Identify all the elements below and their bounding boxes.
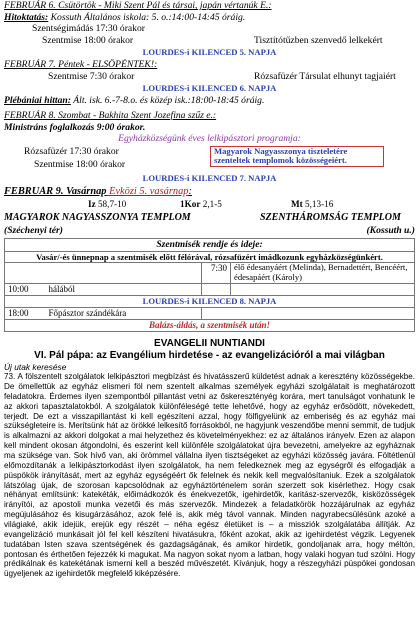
feb6-hitoktatas: Hitoktatás: Kossuth Általános iskola: 5. o.:14:00-14:45 óráig. <box>4 11 246 23</box>
rend-header: Szentmisék rendje és ideje: <box>5 239 415 252</box>
feb9-schedule-table <box>4 238 415 331</box>
table-row: LOURDES-i KILENCED 8. NAPJA <box>5 296 415 307</box>
feb8-intent-box: Magyarok Nagyasszonya tiszteletére szenteltek templomok közösségeiért. <box>210 146 384 167</box>
feb7-hittan: Plébániai hittan: Ált. isk. 6.-7-8.o. és közép isk.:18:00-18:45 óráig. <box>4 95 265 107</box>
article-section: Új utak keresése <box>4 361 67 372</box>
article-body: 73. A fölszentelt szolgálatok lelkipásztori megbízást és hivatásszerű küldetést adnak a keresztény közösségekbe. De ömellettük az egyház elismeri föl nem szentelt alkalmas személyek egyházi szolgálatait is meghatározott feladatokra. Érdemes ilyen szempontból pillantást vetni az őskeresztényég korára, mert tanulságot vonhatunk le az akkori tapasztalatokból. A szolgálatok különféleségé tette lehetővé, hogy az egyház erősödött, növekedett, terjedt. De ezt a visszapillantást ki kell egészíteni azzal, hogy fölfigyelünk az emberiség és az egyház mai szükségleteire is. Merítsünk hát az örökké lelkesítő forrásokból, ne hagyjunk veszendőbe menni semmit, de tudjuk is alkalmazni az akkori dolgokat a mai helyzethez és követelményekhez: ez az általános irányelv. Ezen az alapon kell mindent okosan átgondolni, és eszerint kell különféle szolgálatokat újra bevezetni, amelyekre az egyháznak ma szüksége van. Sok hívő van, aki örömmel vállalna ilyen tisztségeket az egyházi közösség javára. Föltétlenül előmozdítanák a lelkipásztorkodást ilyen szolgálatok, ha nem feledkeznek meg az egységről és elfogadják a püspökök irányítását, mert az egyház egységéért ők felelnek és nekik kell megvalósítaniuk. Ezek a szolgálatok látszólag újak, de szorosan kapcsolódnak az egyháztörténelem során szerzett sok kisérlethez. Hogy csak néhányat említsünk: katekéták, előimádkozók és énekvezetők, igehirdetők, karitász-szervezők, kisközösségek irányítói, az apostoli munka vezetői és más szervezők. Mindezek a feladatkörök hozzájárulnak az egyház megújulásához és kisugárzásához, azok felé is, akik még távol vannak. Minden nagyrabecsülésünk azoké a világiaké, akik idejük, erejük egy részét – néha egész életüket is – a missziók szolgálatába állítják. Az evangelizáció munkásait jól fel kell készíteni hivatásukra, főként azokat, akik az igehirdetést végzik. Legyenek tudatában Isten szava szentségének és gazdagságának, és amikor hirdetik, gondoljanak arra, hogy méltón, pontosan és érthetően fejezzék ki magukat. Ma nagyon sokat nyom a latban, hogy valaki hogyan tud szólni. Hogy prédikálnak és katekétának ismerni kell a beszéd művészetét. Kívánjuk, hogy a részegyházi püspökei gondosan ügyeljenek az igehirdetők megfelelő kiképzésére. <box>4 372 415 579</box>
table-row <box>5 239 415 252</box>
feb7-heading: FEBRUÁR 7. Péntek - ELSŐPÉNTEK!: <box>4 59 158 71</box>
balazs-aldas: Balázs-áldás, a szentmisék után! <box>5 319 415 331</box>
feb8-rozsafuzer: Rózsafüzér 17:30 órakor <box>24 146 119 157</box>
table-row <box>5 251 415 262</box>
feb9-readings: Iz 58,7-10 1Kor 2,1-5 Mt 5,13-16 <box>88 199 334 210</box>
article-title: EVANGELII NUNTIANDI <box>154 337 265 349</box>
feb8-novena: LOURDES-i KILENCED 7. NAPJA <box>142 173 277 183</box>
table-row: 10:00 hálából <box>5 284 415 296</box>
feb9-church-subs: (Széchenyi tér) (Kossuth u.) <box>4 225 415 237</box>
feb7-novena: LOURDES-i KILENCED 6. NAPJA <box>142 82 277 93</box>
feb9-churches: MAGYAROK NAGYASSZONYA TEMPLOM SZENTHÁROMSÁG TEMPLOM <box>4 212 401 224</box>
table-row <box>5 319 415 331</box>
table-row: 18:00 Főpásztor szándékára <box>5 307 415 319</box>
feb8-heading: FEBRUÁR 8. Szombat - Bakhita Szent Jozefina szűz e.: <box>4 109 217 121</box>
feb8-ministrans: Ministráns foglalkozás 9:00 órakor. <box>4 121 146 133</box>
feb6-szentsegimadas: Szentségimádás 17:30 órakor <box>32 23 145 35</box>
feb8-schedule <box>4 145 415 173</box>
feb6-heading: FEBRUÁR 6. Csütörtök - Miki Szent Pál és társai, japán vértanúk E.: <box>4 0 272 11</box>
feb8-program: Egyházközségünk éves lelkipásztori programja: <box>118 133 301 145</box>
table-row: 7:30 élő édesanyáért (Melinda), Bernadettért, Bencéért, édesapáért (Károly) <box>5 263 415 284</box>
feb8-mise: Szentmise 18:00 órakor <box>34 159 126 170</box>
vasar-note: Vasár/-és ünnepnap a szentmisék előtt félórával, rózsafüzért imádkozunk egyházközségünkért. <box>5 251 415 262</box>
bulletin-page <box>4 0 415 579</box>
feb7-mise-row: Szentmise 7:30 órakor Rózsafüzér Társulat elhunyt tagjaiért <box>48 71 396 82</box>
feb6-mise-row: Szentmise 18:00 órakor Tisztítótűzben szenvedő lelkekért <box>42 35 383 47</box>
article-subtitle: VI. Pál pápa: az Evangélium hirdetése - az evangelizációról a mai világban <box>34 349 385 361</box>
feb9-heading: FEBRUÁR 9. Vasárnap Évközi 5. vasárnap: <box>4 186 192 198</box>
feb6-novena: LOURDES-i KILENCED 5. NAPJA <box>142 46 277 57</box>
